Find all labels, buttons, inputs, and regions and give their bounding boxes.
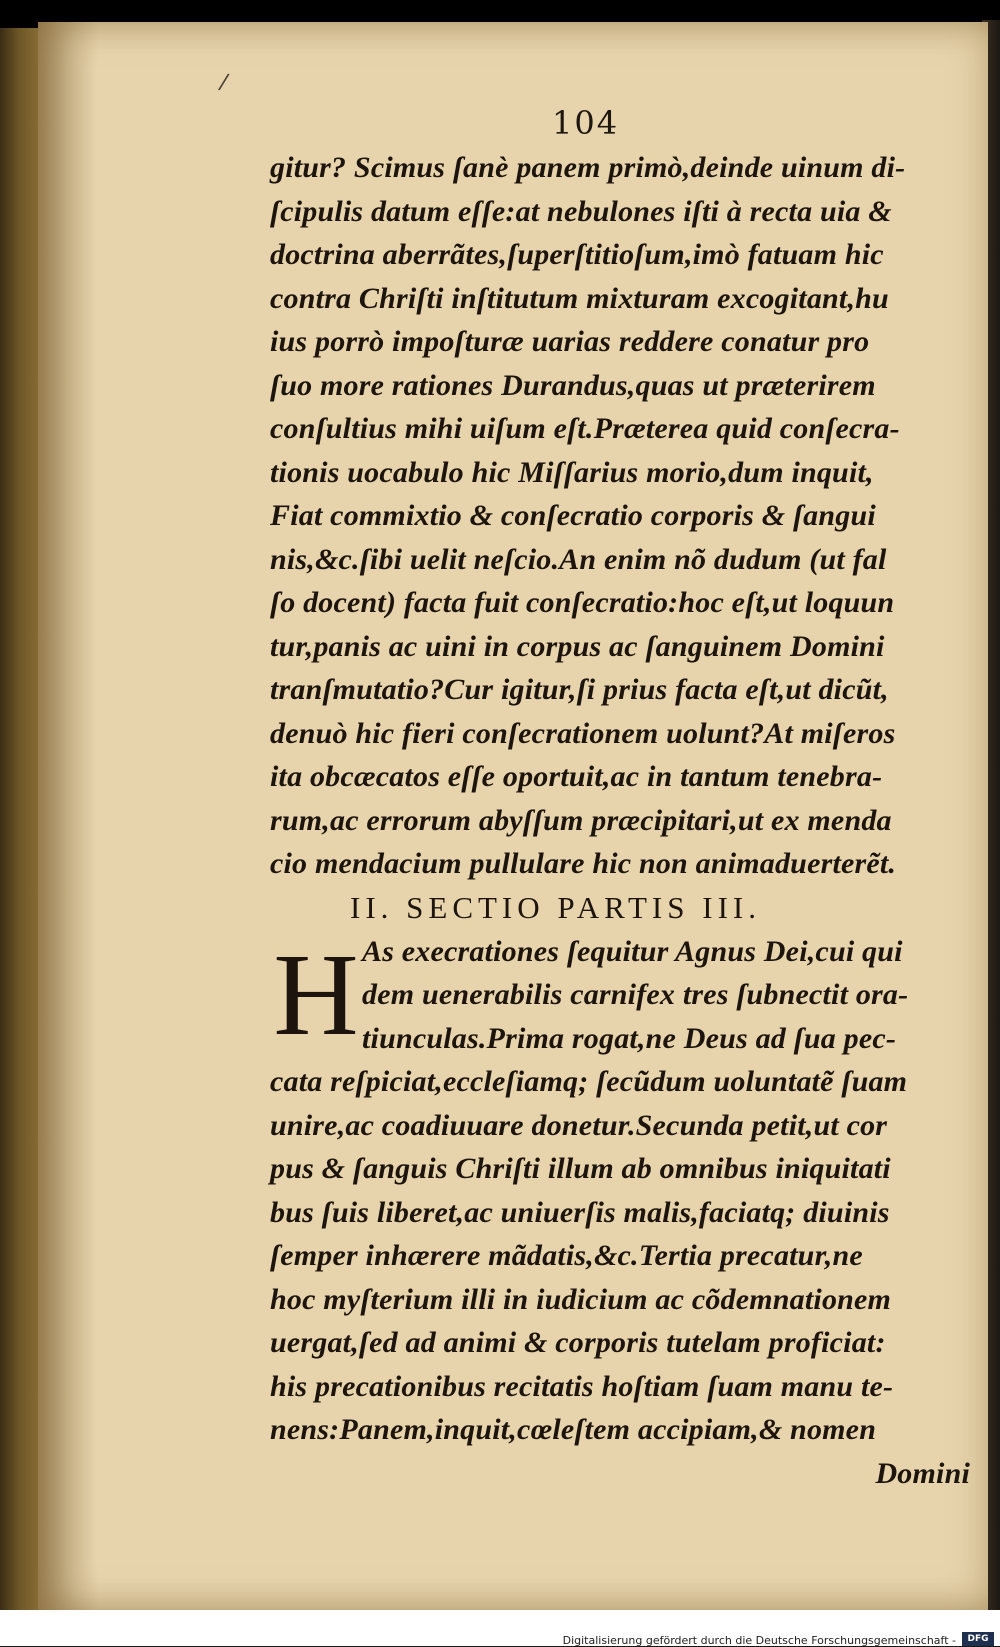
text-line: ita obcæcatos eſſe oportuit,ac in tantum tenebra- — [270, 760, 883, 793]
text-line: nis,&c.ſibi uelit neſcio.An enim nõ dudum (ut fal — [270, 542, 887, 576]
text-line: dem uenerabilis carnifex tres ſubnectit ora- — [362, 978, 909, 1011]
text-line: ius porrò impoſturæ uarias reddere conatur pro — [270, 325, 870, 358]
footer-credit: Digitalisierung gefördert durch die Deutsche Forschungsgemeinschaft - — [562, 1634, 956, 1647]
text-line: unire,ac coadiuuare donetur.Secunda petit,ut cor — [270, 1108, 888, 1142]
text-line: his precationibus recitatis hoſtiam ſuam manu te- — [270, 1369, 894, 1403]
text-line: ſcipulis datum eſſe:at nebulones iſti à recta uia & — [270, 194, 892, 228]
dfg-logo: DFG — [962, 1632, 994, 1646]
text-line: cio mendacium pullulare hic non animaduerterẽt. — [270, 847, 897, 880]
text-block — [270, 146, 970, 1495]
paragraph-top — [270, 146, 970, 886]
text-line: ſo docent) facta fuit conſecratio:hoc eſt,ut loquun — [270, 586, 895, 619]
text-line: gitur? Scimus ſanè panem primò,deinde uinum di- — [270, 151, 906, 184]
text-line: hoc myſterium illi in iudicium ac cõdemnationem — [270, 1282, 892, 1316]
text-line: tranſmutatio?Cur igitur,ſi prius facta eſt,ut dicũt, — [270, 673, 889, 706]
text-line: cata reſpiciat,eccleſiamq; ſecũdum uoluntatẽ ſuam — [270, 1065, 908, 1098]
text-line: contra Chriſti inſtitutum mixturam excogitant,hu — [270, 281, 889, 315]
text-line: nens:Panem,inquit,cœleſtem accipiam,& nomen — [270, 1413, 877, 1446]
page-number: 104 — [552, 104, 620, 142]
text-line: conſultius mihi uiſum eſt.Præterea quid conſecra- — [270, 412, 900, 445]
text-line: rum,ac errorum abyſſum præcipitari,ut ex menda — [270, 803, 892, 837]
book-spine — [0, 28, 42, 1610]
text-line: tur,panis ac uini in corpus ac ſanguinem Domini — [270, 629, 885, 663]
pencil-mark: / — [217, 69, 231, 96]
text-line: doctrina aberrãtes,ſuperſtitioſum,imò fatuam hic — [270, 238, 884, 271]
text-line: As execrationes ſequitur Agnus Dei,cui qui — [362, 934, 903, 968]
text-line: tionis uocabulo hic Miſſarius morio,dum inquit, — [270, 455, 874, 489]
text-line: tiunculas.Prima rogat,ne Deus ad ſua pec- — [362, 1021, 897, 1055]
catchword: Domini — [875, 1456, 970, 1490]
drop-cap: H — [273, 928, 359, 1060]
text-line: Fiat commixtio & conſecratio corporis & ſangui — [270, 499, 876, 532]
text-line: pus & ſanguis Chriſti illum ab omnibus iniquitati — [270, 1152, 891, 1185]
text-line: ſemper inhærere mãdatis,&c.Tertia precatur,ne — [270, 1239, 863, 1272]
paragraph-bottom — [270, 1060, 970, 1495]
page-gutter-shadow — [38, 22, 98, 1610]
drop-cap-paragraph — [270, 930, 970, 1061]
text-line: uergat,ſed ad animi & corporis tutelam proficiat: — [270, 1326, 886, 1359]
text-line: denuò hic fieri conſecrationem uolunt?At miſeros — [270, 716, 896, 750]
text-line: ſuo more rationes Durandus,quas ut præterirem — [270, 368, 876, 402]
section-heading: II. SECTIO PARTIS III. — [350, 889, 761, 925]
text-line: bus ſuis liberet,ac uniuerſis malis,faciatq; diuinis — [270, 1195, 890, 1229]
